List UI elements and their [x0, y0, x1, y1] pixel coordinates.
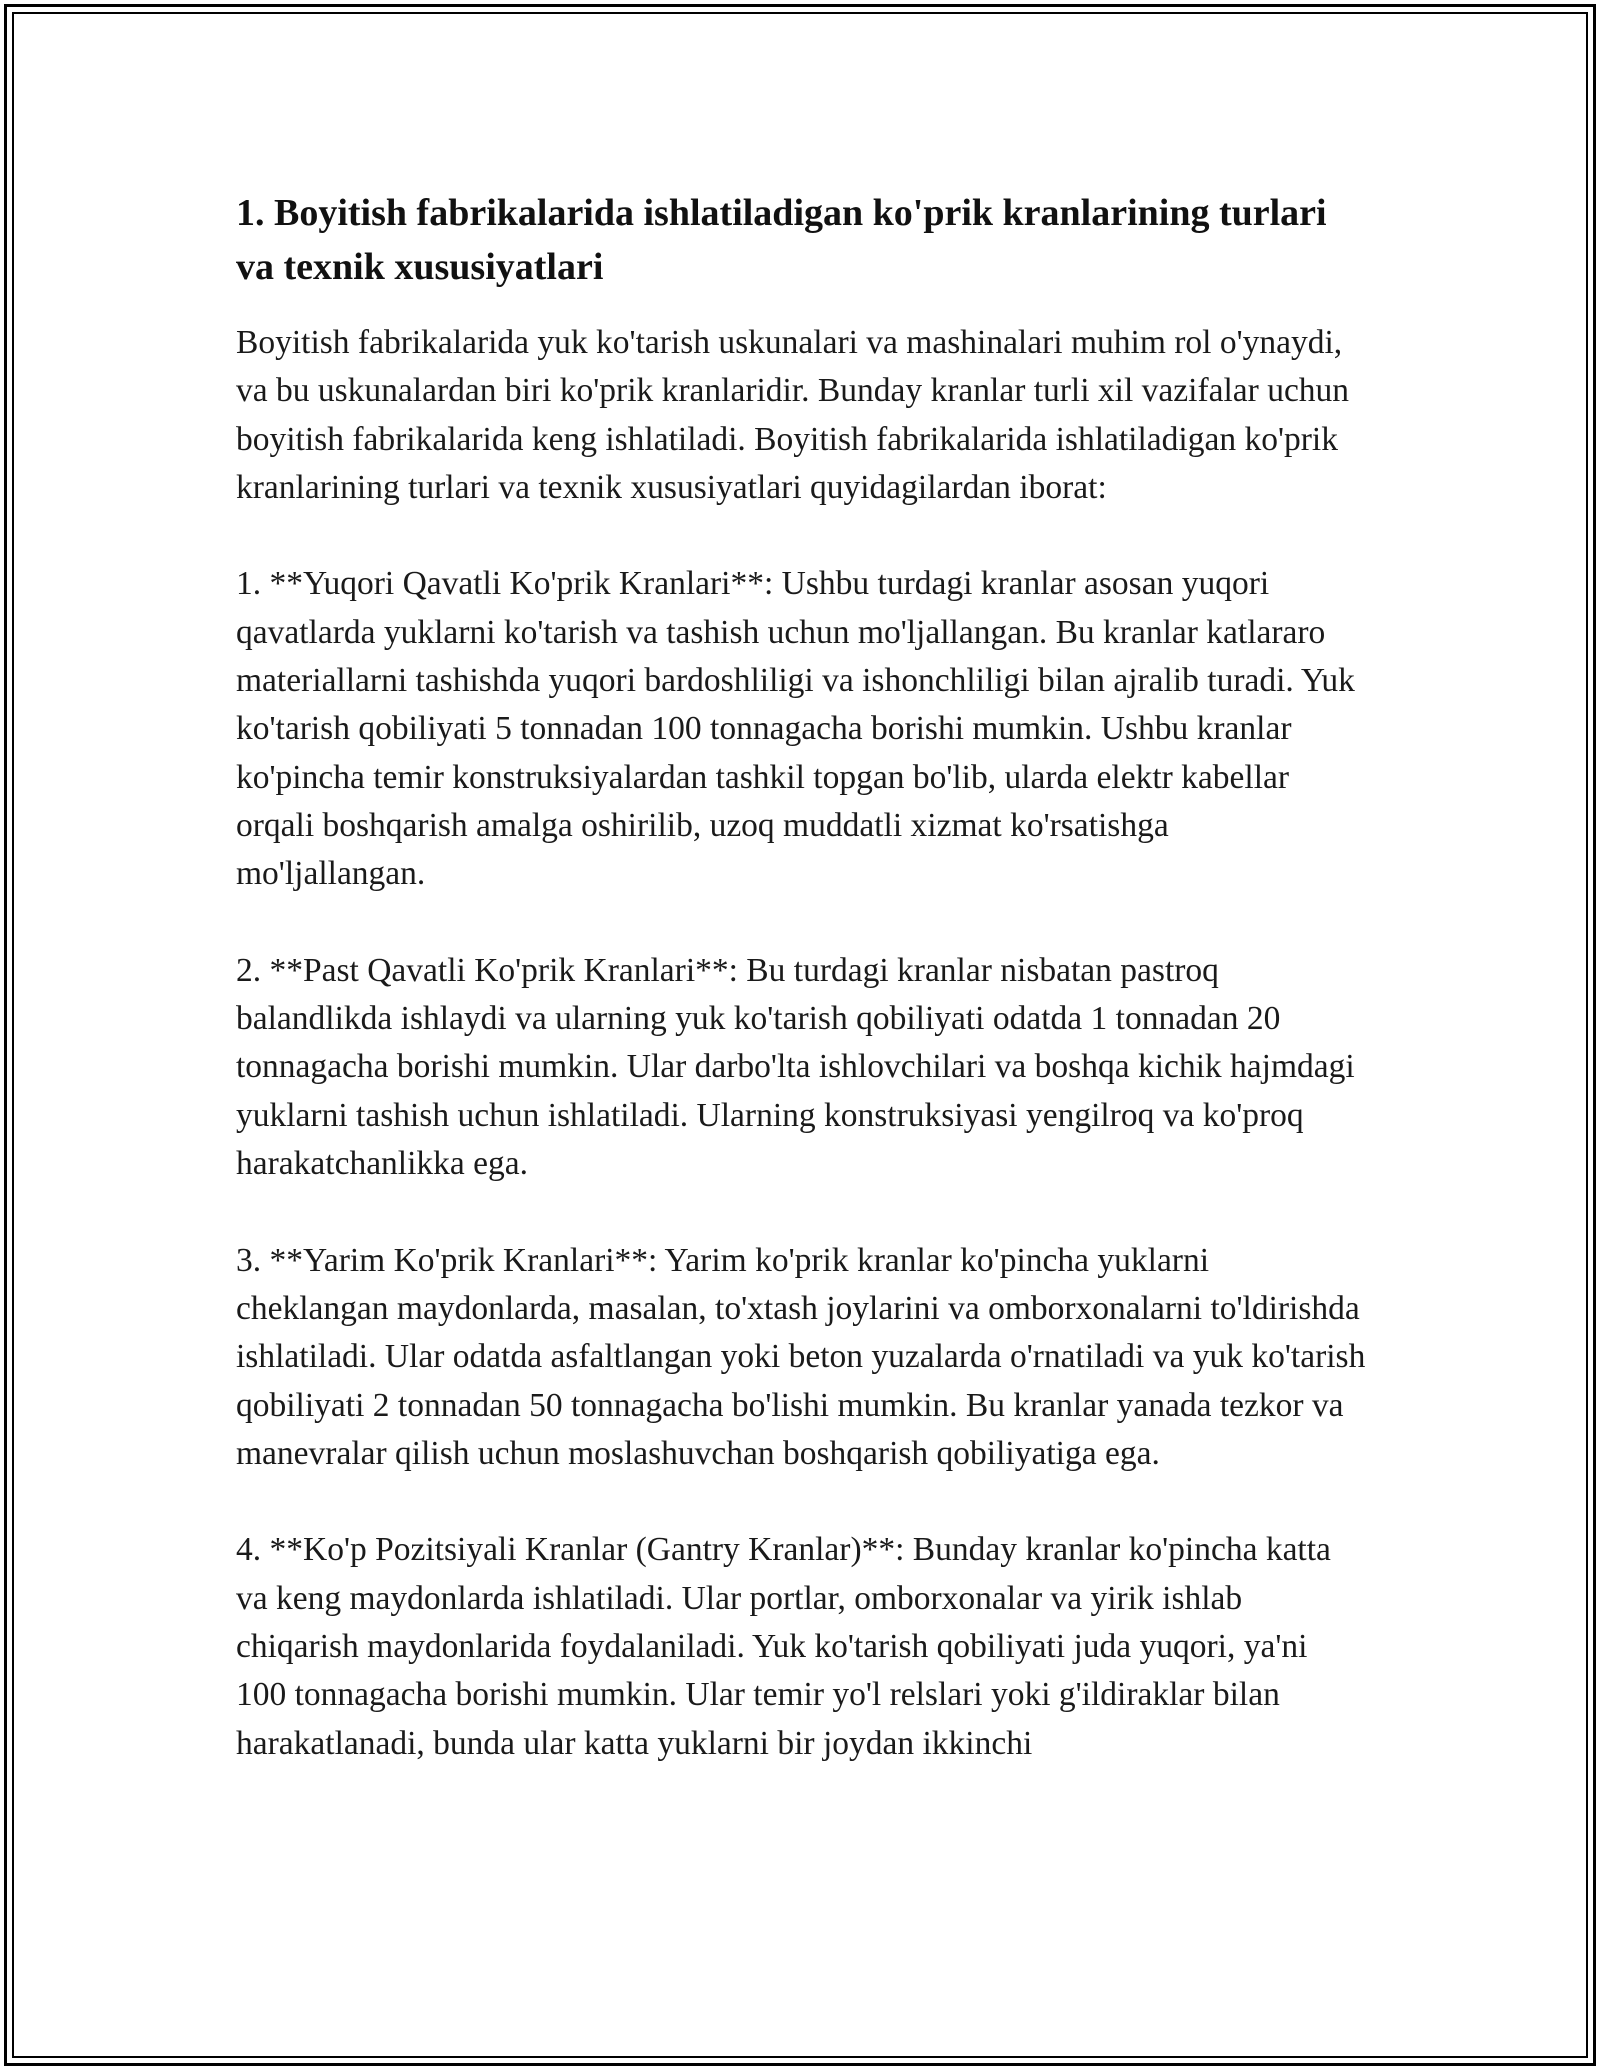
document-body [236, 186, 1366, 1768]
intro-paragraph: Boyitish fabrikalarida yuk ko'tarish uskunalari va mashinalari muhim rol o'ynaydi, va bu uskunalardan biri ko'prik kranlaridir. Bunday kranlar turli xil vazifalar uchun boyitish fabrikalarida keng ishlatiladi. Boyitish fabrikalarida ishlatiladigan ko'prik kranlarining turlari va texnik xususiyatlari quyidagilardan iborat: [236, 324, 1350, 506]
list-item-1: 1. **Yuqori Qavatli Ko'prik Kranlari**: Ushbu turdagi kranlar asosan yuqori qavatlarda yuklarni ko'tarish va tashish uchun mo'ljallangan. Bu kranlar katlararo materiallarni tashishda yuqori bardoshliligi va ishonchliligi bilan ajralib turadi. Yuk ko'tarish qobiliyati 5 tonnadan 100 tonnagacha borishi mumkin. Ushbu kranlar ko'pincha temir konstruksiyalardan tashkil topgan bo'lib, ularda elektr kabellar orqali boshqarish amalga oshirilib, uzoq muddatli xizmat ko'rsatishga mo'ljallangan. [236, 565, 1355, 893]
list-item-3: 3. **Yarim Ko'prik Kranlari**: Yarim ko'prik kranlar ko'pincha yuklarni cheklangan maydonlarda, masalan, to'xtash joylarini va omborxonalarni to'ldirishda ishlatiladi. Ular odatda asfaltlangan yoki beton yuzalarda o'rnatiladi va yuk ko'tarish qobiliyati 2 tonnadan 50 tonnagacha bo'lishi mumkin. Bu kranlar yanada tezkor va manevralar qilish uchun moslashuvchan boshqarish qobiliyatiga ega. [236, 1241, 1366, 1472]
list-item-4: 4. **Ko'p Pozitsiyali Kranlar (Gantry Kranlar)**: Bunday kranlar ko'pincha katta va keng maydonlarda ishlatiladi. Ular portlar, omborxonalar va yirik ishlab chiqarish maydonlarida foydalaniladi. Yuk ko'tarish qobiliyati juda yuqori, ya'ni 100 tonnagacha borishi mumkin. Ular temir yo'l relslari yoki g'ildiraklar bilan harakatlanadi, bunda ular katta yuklarni bir joydan ikkinchi [236, 1531, 1331, 1762]
list-item-2: 2. **Past Qavatli Ko'prik Kranlari**: Bu turdagi kranlar nisbatan pastroq balandlikda ishlaydi va ularning yuk ko'tarish qobiliyati odatda 1 tonnadan 20 tonnagacha borishi mumkin. Ular darbo'lta ishlovchilari va boshqa kichik hajmdagi yuklarni tashish uchun ishlatiladi. Ularning konstruksiyasi yengilroq va ko'proq harakatchanlikka ega. [236, 951, 1355, 1183]
section-heading: 1. Boyitish fabrikalarida ishlatiladigan ko'prik kranlarining turlari va texnik xususiyatlari [236, 192, 1327, 288]
